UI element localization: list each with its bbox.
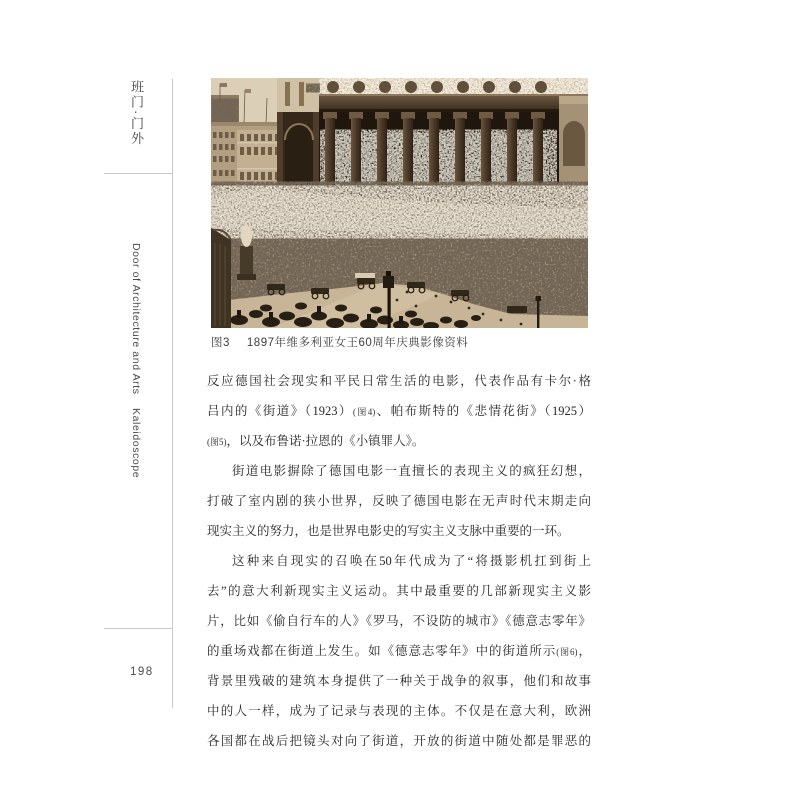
series-subtitle-en: Door of Architecture and Arts <box>130 243 142 395</box>
body-line <box>207 606 591 636</box>
figure-reference: (图6) <box>556 647 578 657</box>
body-line-text: 街道电影摒除了德国电影一直擅长的表现主义的疯狂幻想， <box>232 464 591 478</box>
body-line-text: 、帕布斯特的《悲情花街》（1925） <box>375 404 591 418</box>
figure-block <box>211 78 588 352</box>
figure-reference: (图4) <box>352 407 376 417</box>
historical-photo <box>211 78 588 328</box>
body-line <box>207 366 591 396</box>
figure-caption-label: 图3 <box>211 337 230 349</box>
figure-reference: (图5) <box>207 437 227 447</box>
figure-caption <box>211 334 588 352</box>
sidebar-divider-top <box>104 173 172 174</box>
body-line-text: 反应德国社会现实和平民日常生活的电影，代表作品有卡尔·格 <box>207 374 591 388</box>
body-line <box>207 576 591 606</box>
body-line-text: 各国都在战后把镜头对向了街道，开放的街道中随处都是罪恶的 <box>207 734 591 748</box>
series-title: 班门·门外 <box>129 80 144 147</box>
body-line <box>207 396 591 426</box>
body-text <box>207 366 591 756</box>
page-number: 198 <box>130 666 154 678</box>
body-line <box>207 426 591 456</box>
body-line-text: 这种来自现实的召唤在50年代成为了“将摄影机扛到街上 <box>232 554 591 568</box>
body-line <box>207 696 591 726</box>
body-line <box>207 666 591 696</box>
series-tagline-en: Kaleidoscope <box>130 408 142 479</box>
body-line-text: 去”的意大利新现实主义运动。其中最重要的几部新现实主义影 <box>207 584 591 598</box>
body-line-text: 中的人一样，成为了记录与表现的主体。不仅是在意大利，欧洲 <box>207 704 591 718</box>
body-line <box>207 486 591 516</box>
figure-caption-text: 1897年维多利亚女王60周年庆典影像资料 <box>246 337 469 349</box>
photo-fence <box>211 228 231 328</box>
sidebar-vertical-rule <box>172 79 173 708</box>
body-line-text: 打破了室内剧的狭小世界，反映了德国电影在无声时代末期走向 <box>207 494 591 508</box>
body-line-text: 现实主义的努力，也是世界电影史的写实主义支脉中重要的一环。 <box>207 524 570 538</box>
body-line-text: 片，比如《偷自行车的人》《罗马，不设防的城市》《德意志零年》 <box>207 614 591 628</box>
body-line-text: 的重场戏都在街道上发生。如《德意志零年》中的街道所示 <box>207 644 557 658</box>
body-line <box>207 636 591 666</box>
body-line <box>207 456 591 486</box>
body-line <box>207 546 591 576</box>
body-line <box>207 726 591 756</box>
sidebar-divider-bottom <box>104 628 172 629</box>
body-line-text: ，以及布鲁诺·拉恩的《小镇罪人》。 <box>226 434 425 448</box>
body-line <box>207 516 591 546</box>
body-line-text: 吕内的《街道》（1923） <box>207 404 353 418</box>
body-line-text: 背景里残破的建筑本身提供了一种关于战争的叙事，他们和故事 <box>207 674 591 688</box>
body-line-text: ， <box>577 644 591 658</box>
